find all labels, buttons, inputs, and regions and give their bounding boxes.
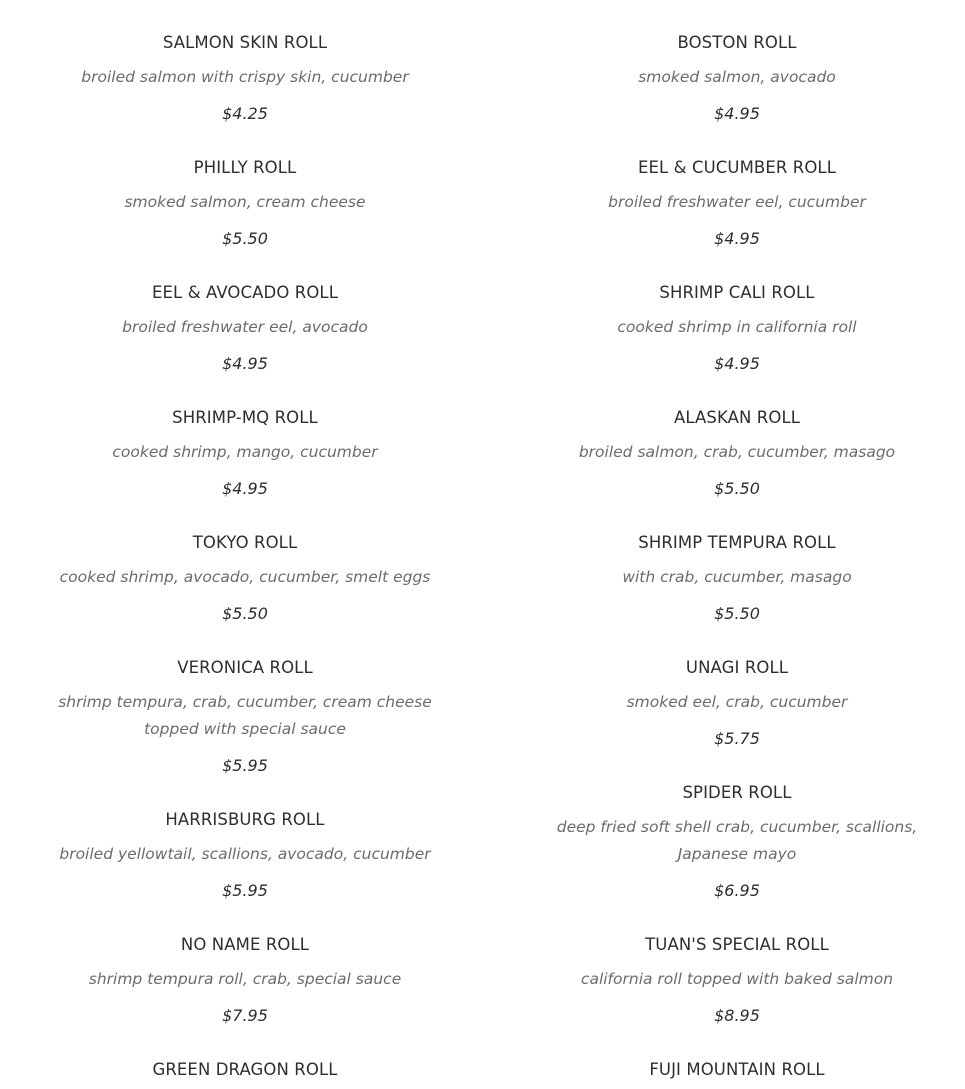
item-name: BOSTON ROLL bbox=[677, 33, 797, 52]
item-price: $8.95 bbox=[714, 1006, 760, 1025]
item-price: $5.95 bbox=[222, 756, 268, 775]
item-name: FUJI MOUNTAIN ROLL bbox=[649, 1060, 825, 1079]
item-name: SALMON SKIN ROLL bbox=[162, 33, 328, 52]
item-description: shrimp tempura, crab, cucumber, cream cheese bbox=[58, 693, 432, 711]
item-description: smoked salmon, cream cheese bbox=[124, 193, 366, 211]
item-description-line-2: topped with special sauce bbox=[144, 720, 346, 738]
item-description: broiled yellowtail, scallions, avocado, cucumber bbox=[59, 845, 431, 863]
item-price: $5.50 bbox=[714, 604, 760, 623]
item-description: with crab, cucumber, masago bbox=[622, 568, 852, 586]
item-name: TUAN'S SPECIAL ROLL bbox=[645, 935, 829, 954]
item-description: cooked shrimp, mango, cucumber bbox=[112, 443, 378, 461]
item-description: broiled salmon, crab, cucumber, masago bbox=[578, 443, 896, 461]
item-price: $4.95 bbox=[714, 354, 760, 373]
item-description: california roll topped with baked salmon bbox=[580, 970, 894, 988]
item-price: $5.75 bbox=[714, 729, 760, 748]
item-description: broiled freshwater eel, avocado bbox=[122, 318, 368, 336]
item-price: $4.95 bbox=[714, 104, 760, 123]
item-description: broiled salmon with crispy skin, cucumber bbox=[81, 68, 409, 86]
item-description: smoked eel, crab, cucumber bbox=[626, 693, 848, 711]
item-description-line-2: Japanese mayo bbox=[677, 845, 797, 863]
item-description: smoked salmon, avocado bbox=[638, 68, 836, 86]
item-price: $6.95 bbox=[714, 881, 760, 900]
item-name: PHILLY ROLL bbox=[193, 158, 297, 177]
item-price: $4.95 bbox=[222, 479, 268, 498]
item-price: $5.50 bbox=[222, 604, 268, 623]
item-price: $4.25 bbox=[222, 104, 268, 123]
item-name: NO NAME ROLL bbox=[180, 935, 310, 954]
item-description: shrimp tempura roll, crab, special sauce bbox=[88, 970, 402, 988]
item-name: EEL & CUCUMBER ROLL bbox=[637, 158, 837, 177]
item-name: GREEN DRAGON ROLL bbox=[152, 1060, 338, 1079]
item-price: $4.95 bbox=[222, 354, 268, 373]
item-name: SHRIMP CALI ROLL bbox=[659, 283, 815, 302]
item-description: cooked shrimp in california roll bbox=[617, 318, 857, 336]
item-name: UNAGI ROLL bbox=[685, 658, 789, 677]
item-name: SPIDER ROLL bbox=[682, 783, 792, 802]
item-name: VERONICA ROLL bbox=[177, 658, 313, 677]
item-description: deep fried soft shell crab, cucumber, scallions, bbox=[556, 818, 918, 836]
item-price: $7.95 bbox=[222, 1006, 268, 1025]
item-price: $5.50 bbox=[714, 479, 760, 498]
item-price: $5.95 bbox=[222, 881, 268, 900]
item-price: $5.50 bbox=[222, 229, 268, 248]
item-name: SHRIMP-MQ ROLL bbox=[172, 408, 318, 427]
item-name: TOKYO ROLL bbox=[192, 533, 298, 552]
item-name: ALASKAN ROLL bbox=[673, 408, 801, 427]
item-name: HARRISBURG ROLL bbox=[165, 810, 325, 829]
item-name: SHRIMP TEMPURA ROLL bbox=[638, 533, 836, 552]
item-name: EEL & AVOCADO ROLL bbox=[152, 283, 338, 302]
item-description: broiled freshwater eel, cucumber bbox=[608, 193, 866, 211]
item-price: $4.95 bbox=[714, 229, 760, 248]
item-description: cooked shrimp, avocado, cucumber, smelt eggs bbox=[59, 568, 431, 586]
